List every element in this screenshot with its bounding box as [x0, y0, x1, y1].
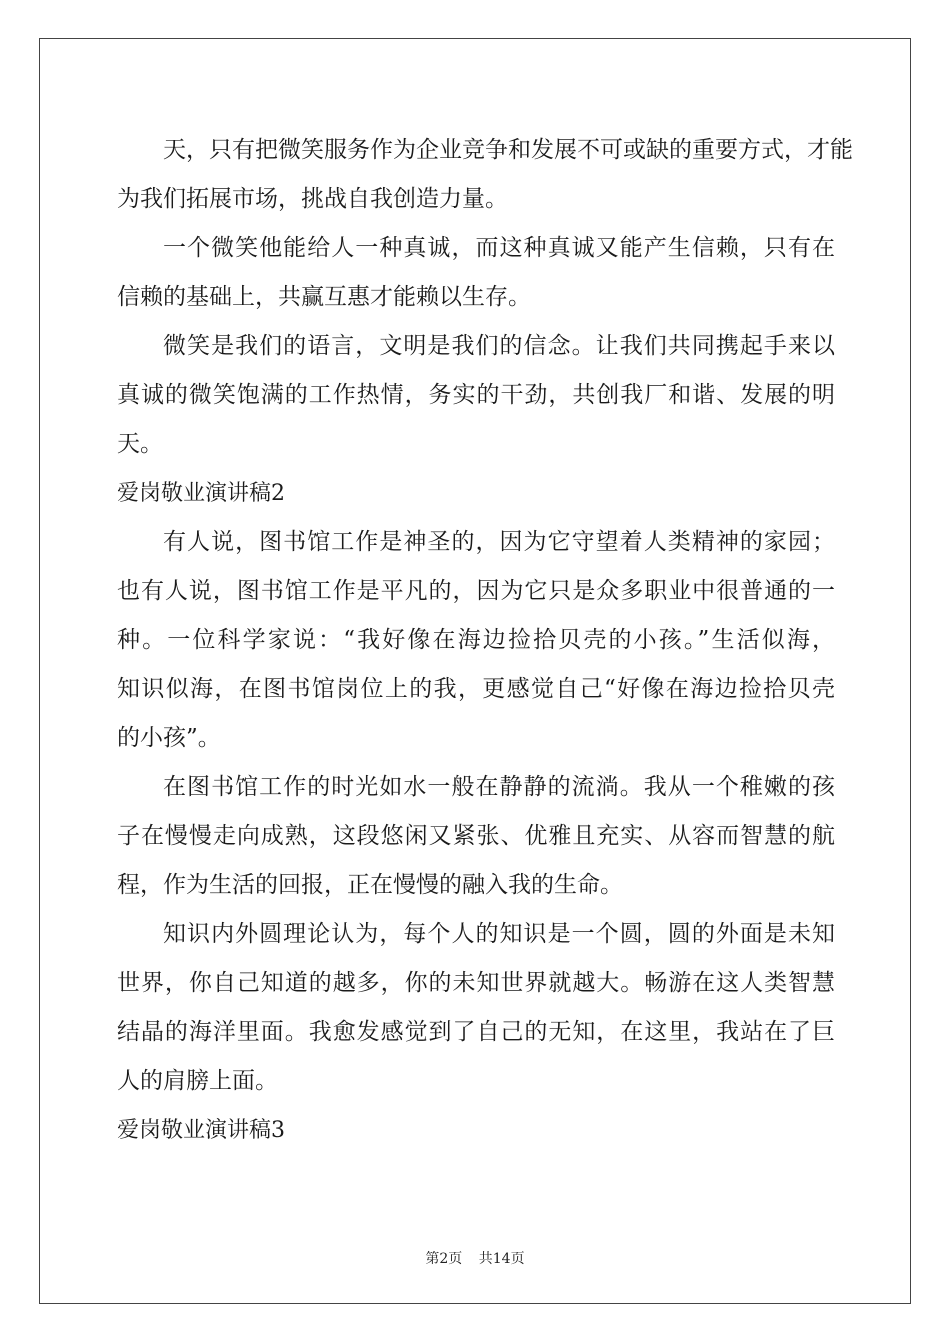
paragraph-line: 真诚的微笑饱满的工作热情，务实的干劲，共创我厂和谐、发展的明 [117, 382, 835, 408]
paragraph-line: 也有人说，图书馆工作是平凡的，因为它只是众多职业中很普通的一 [117, 578, 835, 604]
paragraph [117, 126, 853, 224]
paragraph-line: 微笑是我们的语言，文明是我们的信念。让我们共同携起手来以 [163, 333, 835, 359]
paragraph-line: 结晶的海洋里面。我愈发感觉到了自己的无知，在这里，我站在了巨 [117, 1019, 835, 1045]
paragraph-line: 种。一位科学家说：“我好像在海边捡拾贝壳的小孩。”生活似海， [117, 627, 835, 653]
paragraph-line: 的小孩”。 [117, 725, 221, 751]
paragraph-line: 世界，你自己知道的越多，你的未知世界就越大。畅游在这人类智慧 [117, 970, 835, 996]
paragraph [117, 322, 835, 469]
paragraph-line: 天。 [117, 431, 163, 457]
page-number: 第2页 [425, 1251, 463, 1267]
page-total: 共14页 [478, 1251, 525, 1267]
paragraph-line: 信赖的基础上，共赢互惠才能赖以生存。 [117, 284, 531, 310]
paragraph-line: 知识似海，在图书馆岗位上的我，更感觉自己“好像在海边捡拾贝壳 [117, 676, 835, 702]
paragraph-line: 在图书馆工作的时光如水一般在静静的流淌。我从一个稚嫩的孩 [163, 774, 835, 800]
section-heading [117, 1106, 835, 1155]
page-footer [0, 1248, 950, 1268]
paragraph [117, 910, 835, 1106]
paragraph [117, 224, 835, 322]
paragraph-line: 人的肩膀上面。 [117, 1068, 278, 1094]
paragraph [117, 518, 835, 763]
section-heading [117, 469, 835, 518]
paragraph-line: 天，只有把微笑服务作为企业竞争和发展不可或缺的重要方式，才能 [163, 137, 853, 163]
heading-text: 爱岗敬业演讲稿3 [117, 1118, 285, 1143]
paragraph [117, 763, 835, 910]
paragraph-line: 子在慢慢走向成熟，这段悠闲又紧张、优雅且充实、从容而智慧的航 [117, 823, 835, 849]
paragraph-line: 程，作为生活的回报，正在慢慢的融入我的生命。 [117, 872, 623, 898]
paragraph-line: 一个微笑他能给人一种真诚，而这种真诚又能产生信赖，只有在 [163, 235, 835, 261]
paragraph-line: 为我们拓展市场，挑战自我创造力量。 [117, 186, 508, 212]
paragraph-line: 知识内外圆理论认为，每个人的知识是一个圆，圆的外面是未知 [163, 921, 835, 947]
heading-text: 爱岗敬业演讲稿2 [117, 481, 285, 506]
document-body [117, 126, 853, 1155]
paragraph-line: 有人说，图书馆工作是神圣的，因为它守望着人类精神的家园； [163, 529, 835, 555]
